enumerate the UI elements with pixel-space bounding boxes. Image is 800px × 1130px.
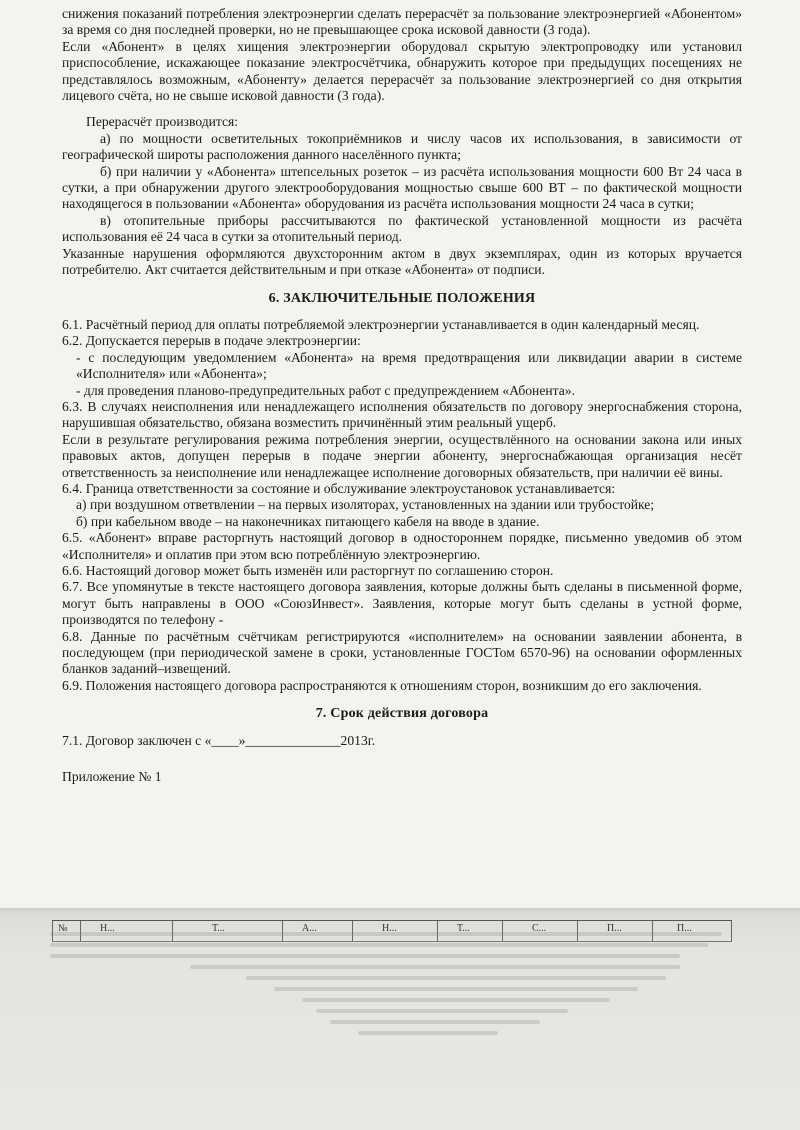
paragraph: Если «Абонент» в целях хищения электроэнергии оборудовал скрытую электропроводку или установил приспособление, искажающее показание электросчётчика, обнаружить которое при предыдущих посещениях не представлялось возможным, «Абоненту» делается перерасчёт за пользование электроэнергией со дня открытия лицевого счёта, но не свыше исковой давности (3 года). <box>62 38 742 104</box>
clause-6-2-b: - для проведения планово-предупредительных работ с предупреждением «Абонента». <box>76 382 575 398</box>
clause-6-3-b: Если в результате регулирования режима потребления энергии, осуществлённого на основании закона или иных правовых актов, допущен перерыв в подаче энергии абоненту, энергоснабжающая организация несёт ответственность за неисполнение или ненадлежащее исполнение договорных обязательств, при наличии её вины. <box>62 431 742 480</box>
clause-6-2-a: - с последующим уведомлением «Абонента» на время предотвращения или ликвидации аварии в системе «Исполнителя» или «Абонента»; <box>76 349 742 382</box>
paragraph: снижения показаний потребления электроэнергии сделать перерасчёт за пользование электроэнергией «Абонентом» за время со дня последней проверки, но не превышающее срока исковой давности (3 года). <box>62 6 742 38</box>
table-header-cell: А... <box>302 923 317 934</box>
clause-6-5: 6.5. «Абонент» вправе расторгнуть настоящий договор в одностороннем порядке, письменно уведомив об этом «Исполнителя» и оплатив при этом всю потреблённую электроэнергию. <box>62 530 742 562</box>
clause-6-7: 6.7. Все упомянутые в тексте настоящего договора заявления, которые должны быть сделаны в письменной форме, могут быть направлены в ООО «СоюзИнвест». Заявления, которые могут быть сделаны в устной форме, производятся по телефону - <box>62 579 742 628</box>
table-header-cell: Т... <box>457 923 470 934</box>
clause-6-4: 6.4. Граница ответственности за состояние и обслуживание электроустановок устанавливается: <box>62 480 616 496</box>
clause-6-4-b: б) при кабельном вводе – на наконечниках питающего кабеля на вводе в здание. <box>76 513 540 529</box>
table-header-cell: С... <box>532 923 547 934</box>
clause-6-6: 6.6. Настоящий договор может быть изменён или расторгнут по соглашению сторон. <box>62 563 554 578</box>
recalc-item-c: в) отопительные приборы рассчитываются по фактической установленной мощности из расчёта использования её 24 часа в сутки за отопительный период. <box>62 212 742 245</box>
section-6-title: 6. ЗАКЛЮЧИТЕЛЬНЫЕ ПОЛОЖЕНИЯ <box>268 290 536 306</box>
clause-6-8: 6.8. Данные по расчётным счётчикам регистрируются «исполнителем» на основании заявлении абонента, в последующем (при периодической замене в сроки, установленные ГОСТом 6570-96) на основании оформленных бланков заданий–извещений. <box>62 628 742 677</box>
recalc-item-a: а) по мощности осветительных токоприёмников и числу часов их использования, в зависимости от географической широты расположения данного населённого пункта; <box>62 130 742 163</box>
table-header-cell: Т... <box>212 923 225 934</box>
table-header-cell: Н... <box>100 923 115 934</box>
table-header-cell: П... <box>607 923 622 934</box>
table-header-cell: № <box>58 923 68 934</box>
clause-6-1: 6.1. Расчётный период для оплаты потребляемой электроэнергии устанавливается в один календарный месяц. <box>62 316 700 332</box>
recalc-note: Указанные нарушения оформляются двухсторонним актом в двух экземплярах, один из которых вручается потребителю. Акт считается действительным и при отказе «Абонента» от подписи. <box>62 245 742 278</box>
recalc-intro: Перерасчёт производится: <box>86 114 239 130</box>
table-header-cell: Н... <box>382 923 397 934</box>
table-header-cell: П... <box>677 923 692 934</box>
appendix-label: Приложение № 1 <box>62 769 162 785</box>
clause-6-4-a: а) при воздушном ответвлении – на первых изоляторах, установленных на здании или трубостойке; <box>76 497 655 513</box>
document-body <box>62 6 742 785</box>
section-7-title: 7. Срок действия договора <box>315 706 489 722</box>
clause-6-2: 6.2. Допускается перерыв в подаче электроэнергии: <box>62 333 361 349</box>
clause-6-9: 6.9. Положения настоящего договора распространяются к отношениям сторон, возникшим до его заключения. <box>62 677 702 693</box>
clause-7-1: 7.1. Договор заключен с «____»______________2013г. <box>62 732 376 748</box>
clause-6-3: 6.3. В случаях неисполнения или ненадлежащего исполнения обязательств по договору энергоснабжения сторона, нарушившая обязательство, обязана возместить причинённый этим реальный ущерб. <box>62 398 742 431</box>
appendix-table-header <box>52 920 732 942</box>
recalc-item-b: б) при наличии у «Абонента» штепсельных розеток – из расчёта использования мощности 600 Вт 24 часа в сутки, а при обнаружении другого электрооборудования мощностью свыше 600 ВТ – по фактической мощности находящегося в пользовании «Абонента» оборудования из расчёта использования мощности 24 часа в сутки; <box>62 163 742 212</box>
